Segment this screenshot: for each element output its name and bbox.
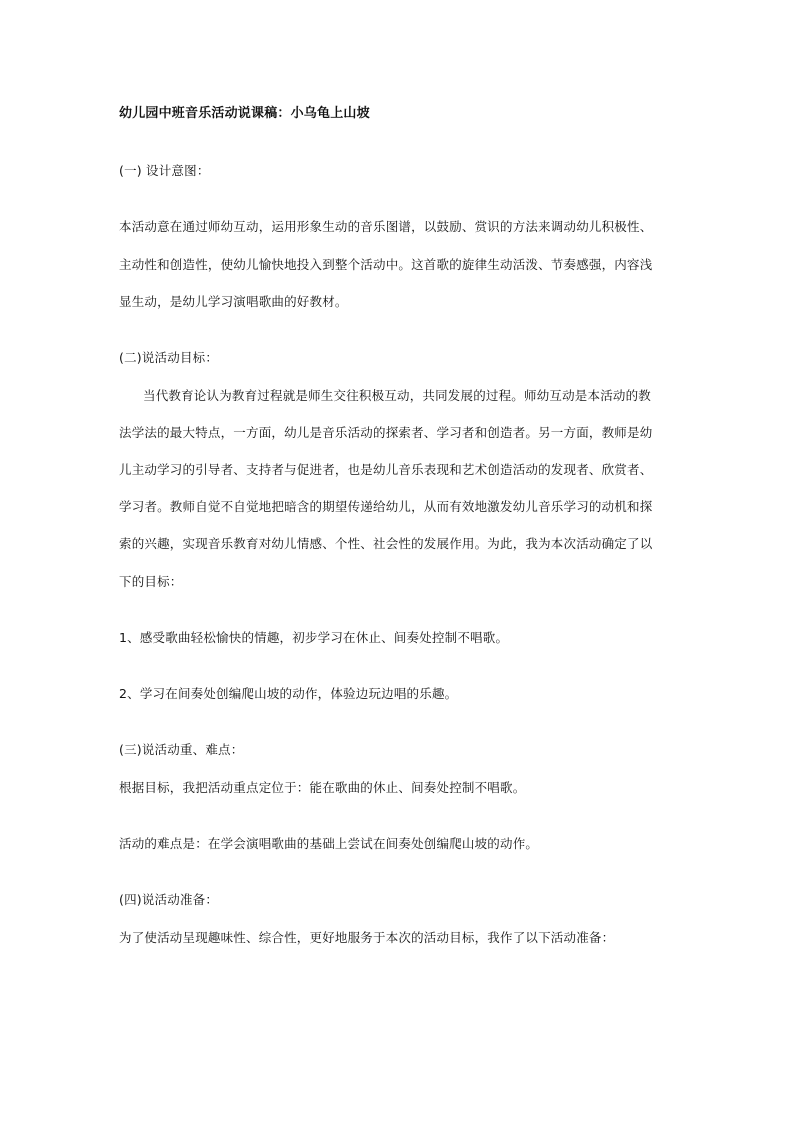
paragraph-line: 法学法的最大特点，一方面，幼儿是音乐活动的探索者、学习者和创造者。另一方面，教师是幼 — [119, 425, 653, 440]
section-heading-preparation: (四)说活动准备： — [119, 892, 219, 907]
key-point-text: 根据目标，我把活动重点定位于：能在歌曲的休止、间奏处控制不唱歌。 — [119, 780, 526, 795]
goal-item: 2、学习在间奏处创编爬山坡的动作，体验边玩边唱的乐趣。 — [119, 686, 458, 701]
paragraph-line: 为了使活动呈现趣味性、综合性，更好地服务于本次的活动目标，我作了以下活动准备： — [119, 930, 615, 945]
section-heading-objectives: (二)说活动目标： — [119, 350, 219, 365]
goal-item: 1、感受歌曲轻松愉快的情趣，初步学习在休止、间奏处控制不唱歌。 — [119, 630, 509, 645]
paragraph-line: 下的目标： — [119, 574, 183, 589]
document-title: 幼儿园中班音乐活动说课稿：小乌龟上山坡 — [119, 106, 370, 121]
section-heading-key-points: (三)说活动重、难点： — [119, 742, 244, 757]
paragraph-line: 索的兴趣，实现音乐教育对幼儿情感、个性、社会性的发展作用。为此，我为本次活动确定了以 — [119, 536, 653, 551]
paragraph-line: 当代教育论认为教育过程就是师生交往积极互动，共同发展的过程。师幼互动是本活动的教 — [143, 388, 652, 403]
paragraph-line: 儿主动学习的引导者、支持者与促进者，也是幼儿音乐表现和艺术创造活动的发现者、欣赏者、 — [119, 462, 653, 477]
section-heading-design-intent: (一) 设计意图： — [119, 163, 210, 178]
difficulty-text: 活动的难点是：在学会演唱歌曲的基础上尝试在间奏处创编爬山坡的动作。 — [119, 836, 539, 851]
paragraph-line: 学习者。教师自觉不自觉地把暗含的期望传递给幼儿，从而有效地激发幼儿音乐学习的动机和探 — [119, 499, 653, 514]
paragraph-line: 本活动意在通过师幼互动，运用形象生动的音乐图谱，以鼓励、赏识的方法来调动幼儿积极性、 — [119, 219, 653, 234]
paragraph-line: 显生动，是幼儿学习演唱歌曲的好教材。 — [119, 294, 348, 309]
paragraph-line: 主动性和创造性，使幼儿愉快地投入到整个活动中。这首歌的旋律生动活泼、节奏感强，内容浅 — [119, 257, 653, 272]
